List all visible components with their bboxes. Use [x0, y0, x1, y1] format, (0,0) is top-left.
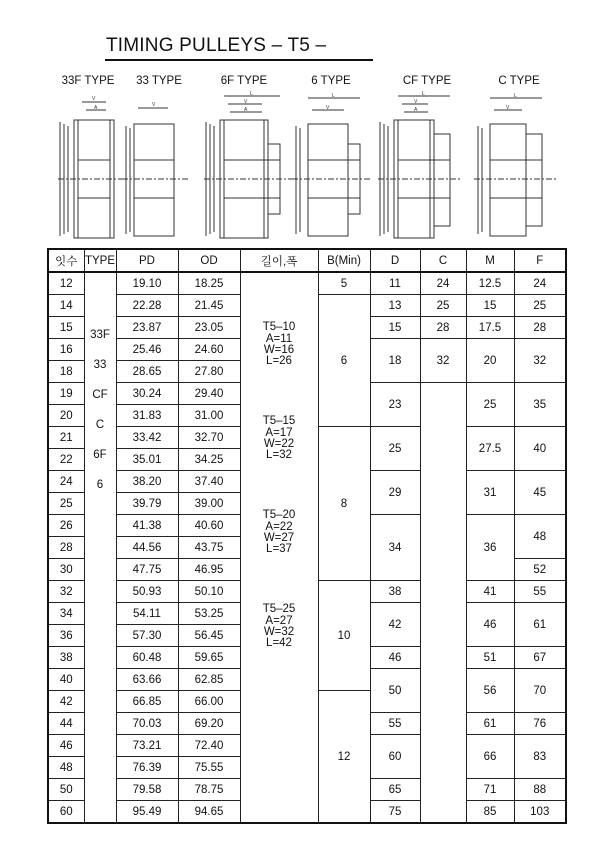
od-cell: 62.85	[178, 669, 240, 691]
f-cell: 35	[514, 383, 566, 427]
teeth-cell: 14	[48, 295, 84, 317]
f-cell: 25	[514, 295, 566, 317]
dim-l-label: L	[250, 91, 253, 97]
od-cell: 69.20	[178, 713, 240, 735]
length-group: T5–15 A=17 W=22 L=32	[262, 415, 296, 461]
dim-v-label: V	[244, 99, 248, 105]
d-cell: 29	[370, 471, 420, 515]
c-cell: 32	[420, 339, 466, 383]
f-cell: 83	[514, 735, 566, 779]
f-cell: 88	[514, 779, 566, 801]
b-cell: 10	[318, 581, 370, 691]
d-cell: 55	[370, 713, 420, 735]
od-cell: 21.45	[178, 295, 240, 317]
teeth-cell: 24	[48, 471, 84, 493]
length-width-cell	[240, 272, 318, 823]
b-cell: 12	[318, 691, 370, 824]
d-cell: 25	[370, 427, 420, 471]
dim-a-label: A	[244, 107, 248, 113]
f-cell: 55	[514, 581, 566, 603]
header-m: M	[466, 249, 514, 272]
teeth-cell: 26	[48, 515, 84, 537]
type-6: 6	[96, 479, 104, 491]
f-cell: 70	[514, 669, 566, 713]
od-cell: 31.00	[178, 405, 240, 427]
m-cell: 12.5	[466, 272, 514, 295]
od-cell: 50.10	[178, 581, 240, 603]
teeth-cell: 30	[48, 559, 84, 581]
b-cell: 8	[318, 427, 370, 581]
pd-cell: 70.03	[116, 713, 178, 735]
teeth-cell: 28	[48, 537, 84, 559]
m-cell: 61	[466, 713, 514, 735]
type-33: 33	[93, 359, 107, 371]
teeth-cell: 20	[48, 405, 84, 427]
pd-cell: 54.11	[116, 603, 178, 625]
drawing-6f	[204, 96, 292, 238]
header-pd: PD	[116, 249, 178, 272]
header-type: TYPE	[84, 249, 116, 272]
pd-cell: 39.79	[116, 493, 178, 515]
page-title: TIMING PULLEYS – T5 –	[106, 35, 327, 56]
c-cell: 28	[420, 317, 466, 339]
pd-cell: 31.83	[116, 405, 178, 427]
m-cell: 46	[466, 603, 514, 647]
pd-cell: 66.85	[116, 691, 178, 713]
pd-cell: 76.39	[116, 757, 178, 779]
type-label-6: 6 TYPE	[311, 75, 351, 87]
od-cell: 94.65	[178, 801, 240, 824]
teeth-cell: 44	[48, 713, 84, 735]
c-cell: 24	[420, 272, 466, 295]
d-cell: 38	[370, 581, 420, 603]
pulley-drawings	[0, 88, 611, 248]
table-row	[48, 272, 566, 295]
d-cell: 11	[370, 272, 420, 295]
teeth-cell: 12	[48, 272, 84, 295]
pd-cell: 73.21	[116, 735, 178, 757]
type-33f: 33F	[90, 329, 110, 341]
header-teeth: 잇수	[48, 249, 84, 272]
pd-cell: 35.01	[116, 449, 178, 471]
b-cell: 5	[318, 272, 370, 295]
od-cell: 34.25	[178, 449, 240, 471]
od-cell: 75.55	[178, 757, 240, 779]
table-header-row	[48, 249, 566, 272]
teeth-cell: 60	[48, 801, 84, 824]
header-d: D	[370, 249, 420, 272]
f-cell: 52	[514, 559, 566, 581]
dim-v-label: V	[326, 105, 330, 111]
f-cell: 28	[514, 317, 566, 339]
teeth-cell: 25	[48, 493, 84, 515]
header-c: C	[420, 249, 466, 272]
f-cell: 32	[514, 339, 566, 383]
od-cell: 59.65	[178, 647, 240, 669]
type-c: C	[95, 419, 105, 431]
od-cell: 18.25	[178, 272, 240, 295]
teeth-cell: 40	[48, 669, 84, 691]
pd-cell: 47.75	[116, 559, 178, 581]
drawing-cf	[378, 96, 462, 238]
m-cell: 20	[466, 339, 514, 383]
type-cell	[84, 272, 116, 823]
title-underline	[105, 59, 373, 61]
type-label-c: C TYPE	[498, 75, 540, 87]
dim-l-label: L	[422, 91, 425, 97]
length-group: T5–25 A=27 W=32 L=42	[262, 603, 296, 649]
c-cell: 25	[420, 295, 466, 317]
dim-v-label: V	[506, 105, 510, 111]
od-cell: 72.40	[178, 735, 240, 757]
m-cell: 15	[466, 295, 514, 317]
f-cell: 40	[514, 427, 566, 471]
od-cell: 32.70	[178, 427, 240, 449]
pd-cell: 63.66	[116, 669, 178, 691]
dim-v-label: V	[414, 99, 418, 105]
od-cell: 39.00	[178, 493, 240, 515]
type-label-33: 33 TYPE	[136, 75, 182, 87]
header-length-width: 길이,폭	[240, 249, 318, 272]
d-cell: 50	[370, 669, 420, 713]
teeth-cell: 50	[48, 779, 84, 801]
pd-cell: 28.65	[116, 361, 178, 383]
b-cell: 6	[318, 295, 370, 427]
od-cell: 27.80	[178, 361, 240, 383]
m-cell: 51	[466, 647, 514, 669]
d-cell: 75	[370, 801, 420, 824]
m-cell: 66	[466, 735, 514, 779]
type-label-6f: 6F TYPE	[220, 75, 268, 87]
od-cell: 56.45	[178, 625, 240, 647]
header-od: OD	[178, 249, 240, 272]
dim-a-label: A	[414, 107, 418, 113]
f-cell: 24	[514, 272, 566, 295]
d-cell: 23	[370, 383, 420, 427]
m-cell: 27.5	[466, 427, 514, 471]
d-cell: 18	[370, 339, 420, 383]
f-cell: 103	[514, 801, 566, 824]
m-cell: 31	[466, 471, 514, 515]
pd-cell: 38.20	[116, 471, 178, 493]
f-cell: 61	[514, 603, 566, 647]
pd-cell: 50.93	[116, 581, 178, 603]
pd-cell: 22.28	[116, 295, 178, 317]
od-cell: 40.60	[178, 515, 240, 537]
dim-l-label: L	[514, 93, 517, 99]
m-cell: 85	[466, 801, 514, 824]
drawing-33	[122, 108, 188, 236]
teeth-cell: 16	[48, 339, 84, 361]
d-cell: 46	[370, 647, 420, 669]
drawing-c	[474, 98, 556, 236]
dim-l-label: L	[332, 93, 335, 99]
od-cell: 29.40	[178, 383, 240, 405]
od-cell: 78.75	[178, 779, 240, 801]
m-cell: 25	[466, 383, 514, 427]
od-cell: 37.40	[178, 471, 240, 493]
header-f: F	[514, 249, 566, 272]
pd-cell: 44.56	[116, 537, 178, 559]
pd-cell: 79.58	[116, 779, 178, 801]
m-cell: 56	[466, 669, 514, 713]
type-6f: 6F	[93, 449, 107, 461]
dim-v-label: V	[152, 102, 156, 108]
teeth-cell: 42	[48, 691, 84, 713]
teeth-cell: 18	[48, 361, 84, 383]
m-cell: 71	[466, 779, 514, 801]
pd-cell: 19.10	[116, 272, 178, 295]
od-cell: 43.75	[178, 537, 240, 559]
m-cell: 17.5	[466, 317, 514, 339]
f-cell: 67	[514, 647, 566, 669]
od-cell: 24.60	[178, 339, 240, 361]
m-cell: 41	[466, 581, 514, 603]
pd-cell: 30.24	[116, 383, 178, 405]
teeth-cell: 48	[48, 757, 84, 779]
m-cell: 36	[466, 515, 514, 581]
pd-cell: 95.49	[116, 801, 178, 824]
pd-cell: 23.87	[116, 317, 178, 339]
teeth-cell: 21	[48, 427, 84, 449]
od-cell: 46.95	[178, 559, 240, 581]
type-label-cf: CF TYPE	[402, 75, 452, 87]
teeth-cell: 19	[48, 383, 84, 405]
f-cell: 45	[514, 471, 566, 515]
teeth-cell: 46	[48, 735, 84, 757]
f-cell: 76	[514, 713, 566, 735]
header-b-min: B(Min)	[318, 249, 370, 272]
drawing-33f	[58, 102, 128, 238]
dim-a-label: A	[94, 105, 98, 111]
dim-v-label: V	[92, 96, 96, 102]
teeth-cell: 15	[48, 317, 84, 339]
type-label-33f: 33F TYPE	[61, 75, 115, 87]
teeth-cell: 32	[48, 581, 84, 603]
pd-cell: 33.42	[116, 427, 178, 449]
od-cell: 53.25	[178, 603, 240, 625]
od-cell: 66.00	[178, 691, 240, 713]
type-cf: CF	[92, 389, 108, 401]
od-cell: 23.05	[178, 317, 240, 339]
pd-cell: 57.30	[116, 625, 178, 647]
d-cell: 60	[370, 735, 420, 779]
d-cell: 65	[370, 779, 420, 801]
c-cell-empty	[420, 383, 466, 824]
length-group: T5–10 A=11 W=16 L=26	[262, 321, 296, 367]
length-group: T5–20 A=22 W=27 L=37	[262, 509, 296, 555]
teeth-cell: 34	[48, 603, 84, 625]
pd-cell: 25.46	[116, 339, 178, 361]
d-cell: 13	[370, 295, 420, 317]
pd-cell: 60.48	[116, 647, 178, 669]
teeth-cell: 36	[48, 625, 84, 647]
f-cell: 48	[514, 515, 566, 559]
spec-table	[47, 248, 567, 824]
d-cell: 15	[370, 317, 420, 339]
teeth-cell: 38	[48, 647, 84, 669]
d-cell: 42	[370, 603, 420, 647]
d-cell: 34	[370, 515, 420, 581]
pd-cell: 41.38	[116, 515, 178, 537]
drawing-6	[292, 98, 372, 236]
teeth-cell: 22	[48, 449, 84, 471]
